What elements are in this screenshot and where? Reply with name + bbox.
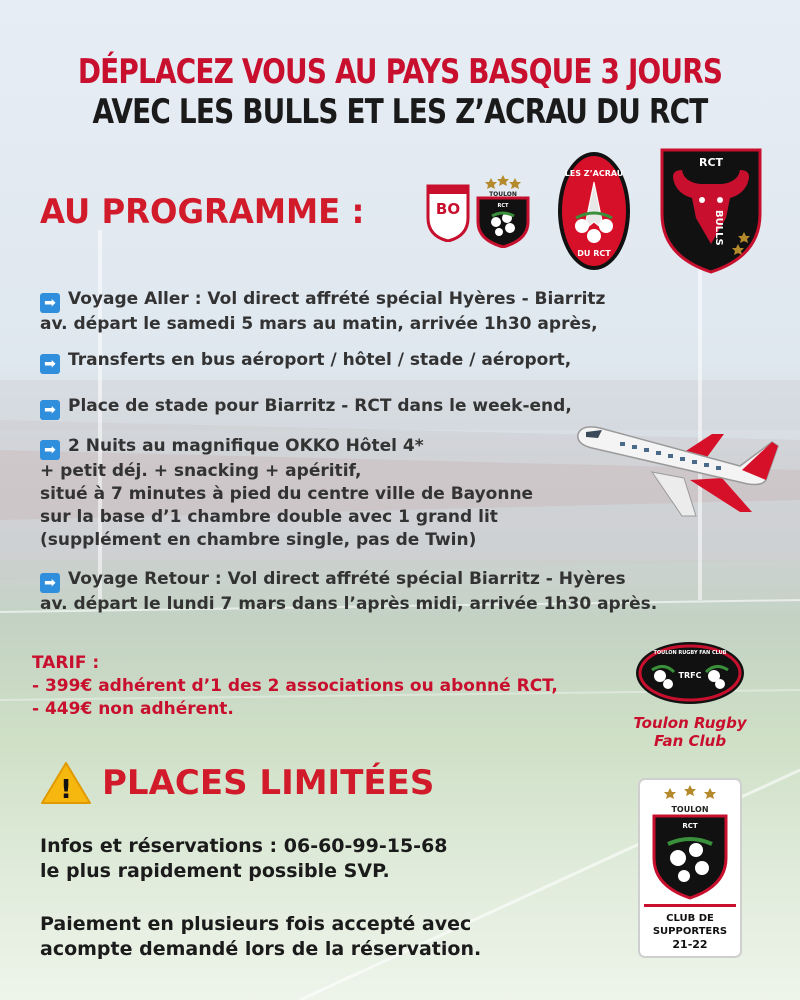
item-line: Voyage Aller : Vol direct affrété spécial Hyères - Biarritz	[68, 289, 606, 309]
payment-line: acompte demandé lors de la réservation.	[40, 938, 482, 960]
item-place-stade	[40, 395, 572, 420]
arrow-icon: ➡	[40, 400, 60, 420]
supporters-line: 21-22	[672, 938, 708, 951]
supporters-line: CLUB DE	[666, 913, 714, 924]
tarif-line: - 449€ non adhérent.	[32, 699, 234, 719]
programme-heading: AU PROGRAMME :	[40, 192, 365, 232]
item-line: Voyage Retour : Vol direct affrété spécial Biarritz - Hyères	[68, 569, 626, 589]
bulls-logo	[660, 148, 762, 274]
item-line: Place de stade pour Biarritz - RCT dans le week-end,	[68, 396, 572, 416]
item-voyage-aller	[40, 288, 605, 336]
arrow-icon: ➡	[40, 573, 60, 593]
item-hotel	[40, 435, 533, 552]
item-line: + petit déj. + snacking + apéritif,	[40, 461, 362, 481]
supporters-club-logo	[638, 778, 742, 958]
item-line: 2 Nuits au magnifique OKKO Hôtel 4*	[68, 436, 424, 456]
item-line: av. départ le lundi 7 mars dans l’après midi, arrivée 1h30 après.	[40, 594, 658, 614]
biarritz-olympique-logo	[426, 184, 470, 242]
warning-icon	[40, 760, 92, 806]
arrow-icon: ➡	[40, 440, 60, 460]
item-line: situé à 7 minutes à pied du centre ville de Bayonne	[40, 484, 534, 504]
toulon-shield-small	[474, 172, 532, 248]
bulls-top-text: RCT	[698, 156, 724, 169]
arrow-icon: ➡	[40, 293, 60, 313]
item-line: sur la base d’1 chambre double avec 1 grand lit	[40, 507, 498, 527]
info-block	[40, 834, 448, 884]
bulls-side-text: BULLS	[713, 210, 724, 246]
fan-club-label	[620, 714, 760, 750]
fan-club-top-text: TOULON RUGBY FAN CLUB	[653, 650, 727, 656]
item-transferts	[40, 349, 571, 374]
supporters-top-text: TOULON	[671, 805, 709, 814]
item-line: av. départ le samedi 5 mars au matin, arrivée 1h30 après,	[40, 314, 598, 334]
tarif-block	[32, 652, 558, 721]
fan-club-label-line: Fan Club	[653, 732, 727, 750]
item-line: (supplément en chambre single, pas de Twin)	[40, 530, 477, 550]
payment-block	[40, 912, 481, 962]
title-line-2: AVEC LES BULLS ET LES Z’ACRAU DU RCT	[92, 92, 708, 132]
fan-club-label-line: Toulon Rugby	[633, 714, 747, 732]
zacrau-logo	[556, 150, 632, 272]
places-limitees	[40, 760, 434, 806]
info-line: le plus rapidement possible SVP.	[40, 860, 390, 882]
supporters-line: SUPPORTERS	[652, 926, 728, 937]
airplane-illustration	[572, 420, 784, 532]
info-line: Infos et réservations : 06-60-99-15-68	[40, 835, 448, 857]
warning-mark: !	[60, 775, 72, 805]
tarif-line: - 399€ adhérent d’1 des 2 associations ou abonné RCT,	[32, 676, 558, 696]
zacrau-bottom-text: DU RCT	[577, 249, 611, 258]
item-voyage-retour	[40, 568, 657, 616]
fan-club-logo	[634, 640, 746, 706]
arrow-icon: ➡	[40, 354, 60, 374]
item-line: Transferts en bus aéroport / hôtel / stade / aéroport,	[68, 350, 572, 370]
toulon-small-mid: RCT	[497, 203, 509, 209]
tarif-heading: TARIF :	[32, 653, 100, 673]
title-line-1: DÉPLACEZ VOUS AU PAYS BASQUE 3 JOURS	[77, 52, 723, 92]
zacrau-top-text: LES Z’ACRAU	[564, 169, 624, 178]
payment-line: Paiement en plusieurs fois accepté avec	[40, 913, 472, 935]
bo-logo-text: BO	[435, 200, 461, 218]
toulon-small-top: TOULON	[489, 191, 517, 198]
places-limitees-text: PLACES LIMITÉES	[102, 763, 435, 803]
supporters-mid-text: RCT	[682, 822, 698, 830]
fan-club-mid-text: TRFC	[678, 671, 702, 680]
